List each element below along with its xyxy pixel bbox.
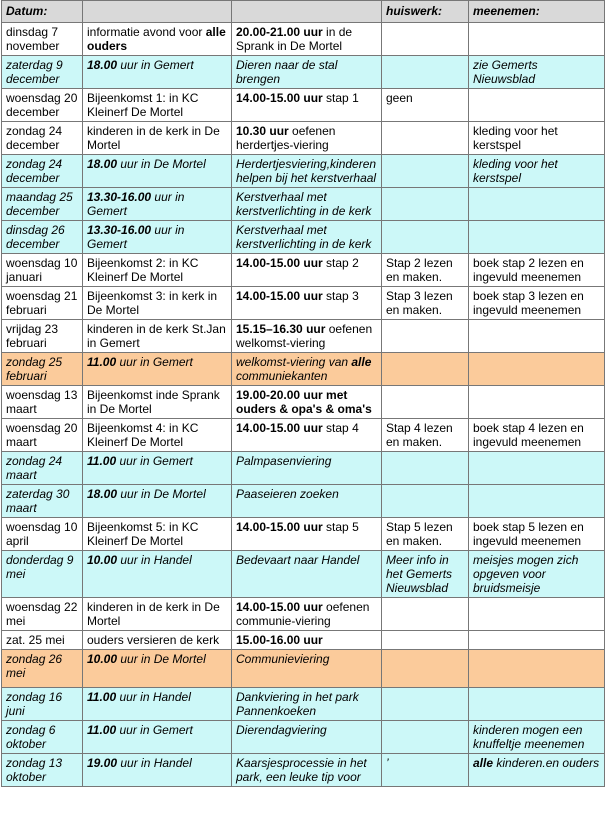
cell-meenemen: zie Gemerts Nieuwsblad [469, 56, 605, 89]
cell-datum: dinsdag 26 december [2, 221, 83, 254]
cell-huiswerk: Stap 2 lezen en maken. [382, 254, 469, 287]
cell-datum: zaterdag 30 maart [2, 485, 83, 518]
cell-datum: zat. 25 mei [2, 631, 83, 650]
table-row [2, 320, 605, 353]
cell-text: Herdertjesviering,kinderen helpen bij het kerstverhaal [236, 157, 377, 185]
cell-datum: zondag 24 december [2, 122, 83, 155]
cell-text: Dieren naar de stal brengen [236, 58, 338, 86]
cell-text: Palmpasenviering [236, 454, 332, 468]
schedule-body [2, 23, 605, 787]
cell-text: in de Sprank in De Mortel [236, 25, 353, 53]
cell-datum: zaterdag 9 december [2, 56, 83, 89]
cell-tijd [232, 518, 382, 551]
cell-huiswerk: Stap 3 lezen en maken. [382, 287, 469, 320]
cell-huiswerk [382, 650, 469, 688]
cell-text: Kaarsjesprocessie in het park, een leuke tip voor [236, 756, 367, 784]
table-row [2, 155, 605, 188]
cell-tijd [232, 320, 382, 353]
cell-text: 13.30-16.00 [87, 190, 152, 204]
cell-datum: zondag 24 maart [2, 452, 83, 485]
table-row [2, 551, 605, 598]
cell-text: 10.00 [87, 652, 118, 666]
cell-text: 10.00 [87, 553, 118, 567]
cell-text: Bijeenkomst inde Sprank in De Mortel [87, 388, 220, 416]
cell-text: 15.00-16.00 uur [236, 633, 323, 647]
cell-huiswerk [382, 386, 469, 419]
cell-text: 18.00 [87, 487, 118, 501]
header-tijd [232, 1, 382, 23]
cell-datum: zondag 16 juni [2, 688, 83, 721]
table-row [2, 631, 605, 650]
cell-tijd [232, 353, 382, 386]
cell-tijd [232, 485, 382, 518]
cell-text: 15.15–16.30 uur [236, 322, 326, 336]
cell-text: Kerstverhaal met kerstverlichting in de kerk [236, 223, 372, 251]
cell-activiteit [83, 56, 232, 89]
cell-tijd [232, 89, 382, 122]
cell-text: oefenen welkomst-viering [236, 322, 373, 350]
cell-datum: woensdag 20 maart [2, 419, 83, 452]
cell-text: kinderen in de kerk in De Mortel [87, 600, 220, 628]
cell-text: 13.30-16.00 [87, 223, 152, 237]
cell-text: stap 4 [322, 421, 359, 435]
cell-activiteit [83, 254, 232, 287]
cell-text: 20.00-21.00 uur [236, 25, 323, 39]
cell-datum: woensdag 22 mei [2, 598, 83, 631]
cell-text: uur in Gemert [116, 355, 193, 369]
cell-tijd [232, 188, 382, 221]
cell-meenemen [469, 386, 605, 419]
cell-meenemen [469, 188, 605, 221]
cell-meenemen [469, 23, 605, 56]
cell-meenemen: meisjes mogen zich opgeven voor bruidsmeisje [469, 551, 605, 598]
cell-huiswerk [382, 320, 469, 353]
cell-tijd [232, 23, 382, 56]
header-meenemen: meenemen: [469, 1, 605, 23]
cell-text: stap 3 [322, 289, 359, 303]
cell-text: stap 1 [322, 91, 359, 105]
cell-activiteit [83, 754, 232, 787]
cell-text: uur in Gemert [116, 723, 193, 737]
cell-text: 11.00 [87, 355, 117, 369]
cell-huiswerk [382, 23, 469, 56]
table-row [2, 221, 605, 254]
cell-text: 10.30 uur [236, 124, 289, 138]
cell-huiswerk: Meer info in het Gemerts Nieuwsblad [382, 551, 469, 598]
cell-text: Bijeenkomst 1: in KC Kleinerf De Mortel [87, 91, 199, 119]
cell-meenemen [469, 452, 605, 485]
cell-text: welkomst-viering van [236, 355, 352, 369]
cell-tijd [232, 122, 382, 155]
table-row [2, 688, 605, 721]
table-row [2, 754, 605, 787]
cell-huiswerk [382, 688, 469, 721]
cell-text: 11.00 [87, 690, 117, 704]
cell-activiteit [83, 452, 232, 485]
cell-meenemen: boek stap 5 lezen en ingevuld meenemen [469, 518, 605, 551]
cell-text: Dierendagviering [236, 723, 327, 737]
cell-meenemen [469, 89, 605, 122]
cell-text: uur in Handel [117, 756, 192, 770]
cell-huiswerk [382, 721, 469, 754]
cell-text: kinderen.en ouders [493, 756, 600, 770]
cell-text: Bijeenkomst 2: in KC Kleinerf De Mortel [87, 256, 199, 284]
cell-datum: woensdag 20 december [2, 89, 83, 122]
cell-meenemen: kleding voor het kerstspel [469, 122, 605, 155]
cell-text: uur in Handel [117, 553, 192, 567]
cell-text: stap 2 [322, 256, 359, 270]
table-row [2, 419, 605, 452]
cell-datum: zondag 25 februari [2, 353, 83, 386]
cell-text: Kerstverhaal met kerstverlichting in de kerk [236, 190, 372, 218]
cell-text: 19.00-20.00 uur met ouders & opa's & oma's [236, 388, 372, 416]
cell-text: 14.00-15.00 uur [236, 421, 323, 435]
cell-activiteit [83, 221, 232, 254]
cell-text: Bijeenkomst 3: in kerk in De Mortel [87, 289, 218, 317]
cell-datum: vrijdag 23 februari [2, 320, 83, 353]
cell-text: uur in De Mortel [117, 652, 206, 666]
cell-text: uur in Gemert [87, 190, 185, 218]
cell-text: 14.00-15.00 uur [236, 289, 323, 303]
cell-datum: zondag 13 oktober [2, 754, 83, 787]
table-row [2, 254, 605, 287]
cell-meenemen [469, 650, 605, 688]
cell-text: Bedevaart naar Handel [236, 553, 360, 567]
cell-huiswerk [382, 188, 469, 221]
cell-tijd [232, 688, 382, 721]
cell-huiswerk [382, 631, 469, 650]
cell-tijd [232, 631, 382, 650]
cell-activiteit [83, 386, 232, 419]
table-row [2, 188, 605, 221]
cell-text: alle ouders [87, 25, 226, 53]
cell-text: 14.00-15.00 uur [236, 256, 323, 270]
cell-datum: woensdag 21 februari [2, 287, 83, 320]
table-row [2, 452, 605, 485]
cell-activiteit [83, 650, 232, 688]
cell-datum: woensdag 13 maart [2, 386, 83, 419]
cell-meenemen [469, 485, 605, 518]
cell-meenemen: boek stap 3 lezen en ingevuld meenemen [469, 287, 605, 320]
cell-tijd [232, 452, 382, 485]
cell-huiswerk [382, 598, 469, 631]
cell-activiteit [83, 419, 232, 452]
table-row [2, 598, 605, 631]
cell-text: ouders versieren de kerk [87, 633, 220, 647]
cell-datum: maandag 25 december [2, 188, 83, 221]
cell-text: 19.00 [87, 756, 118, 770]
cell-tijd [232, 721, 382, 754]
cell-huiswerk [382, 353, 469, 386]
cell-activiteit [83, 518, 232, 551]
cell-text: 14.00-15.00 uur [236, 520, 323, 534]
cell-activiteit [83, 353, 232, 386]
table-row [2, 386, 605, 419]
cell-meenemen [469, 353, 605, 386]
cell-text: Dankviering in het park Pannenkoeken [236, 690, 359, 718]
cell-tijd [232, 56, 382, 89]
cell-activiteit [83, 551, 232, 598]
cell-huiswerk: Stap 5 lezen en maken. [382, 518, 469, 551]
cell-text: kinderen in de kerk St.Jan in Gemert [87, 322, 226, 350]
cell-activiteit [83, 485, 232, 518]
cell-meenemen: kinderen mogen een knuffeltje meenemen [469, 721, 605, 754]
cell-huiswerk [382, 122, 469, 155]
cell-text: uur in Gemert [87, 223, 185, 251]
cell-activiteit [83, 89, 232, 122]
cell-huiswerk: geen [382, 89, 469, 122]
cell-meenemen [469, 631, 605, 650]
cell-activiteit [83, 598, 232, 631]
cell-meenemen [469, 754, 605, 787]
cell-activiteit [83, 287, 232, 320]
table-row [2, 721, 605, 754]
cell-tijd [232, 287, 382, 320]
cell-tijd [232, 598, 382, 631]
cell-huiswerk [382, 485, 469, 518]
cell-datum: donderdag 9 mei [2, 551, 83, 598]
header-row [2, 1, 605, 23]
cell-tijd [232, 155, 382, 188]
cell-meenemen [469, 688, 605, 721]
cell-meenemen: kleding voor het kerstspel [469, 155, 605, 188]
cell-text: stap 5 [322, 520, 359, 534]
cell-tijd [232, 386, 382, 419]
cell-tijd [232, 254, 382, 287]
cell-text: Communieviering [236, 652, 330, 666]
cell-text: uur in Gemert [116, 454, 193, 468]
cell-datum: zondag 6 oktober [2, 721, 83, 754]
cell-huiswerk: ’ [382, 754, 469, 787]
cell-huiswerk [382, 155, 469, 188]
cell-text: uur in De Mortel [117, 157, 206, 171]
cell-text: uur in Handel [116, 690, 191, 704]
table-row [2, 353, 605, 386]
cell-tijd [232, 419, 382, 452]
cell-huiswerk [382, 56, 469, 89]
cell-text: 11.00 [87, 723, 117, 737]
cell-activiteit [83, 23, 232, 56]
cell-tijd [232, 754, 382, 787]
cell-tijd [232, 650, 382, 688]
cell-activiteit [83, 188, 232, 221]
table-row [2, 56, 605, 89]
table-row [2, 89, 605, 122]
cell-tijd [232, 551, 382, 598]
cell-datum: woensdag 10 januari [2, 254, 83, 287]
header-datum: Datum: [2, 1, 83, 23]
cell-meenemen: boek stap 4 lezen en ingevuld meenemen [469, 419, 605, 452]
header-activiteit [83, 1, 232, 23]
cell-datum: dinsdag 7 november [2, 23, 83, 56]
cell-activiteit [83, 721, 232, 754]
schedule-table [1, 0, 605, 787]
cell-huiswerk [382, 452, 469, 485]
cell-text: alle [473, 756, 494, 770]
cell-activiteit [83, 122, 232, 155]
table-row [2, 518, 605, 551]
cell-text: informatie avond voor [87, 25, 206, 39]
table-row [2, 122, 605, 155]
cell-text: communiekanten [236, 369, 328, 383]
cell-datum: zondag 24 december [2, 155, 83, 188]
cell-meenemen [469, 320, 605, 353]
cell-activiteit [83, 320, 232, 353]
cell-meenemen [469, 598, 605, 631]
cell-activiteit [83, 155, 232, 188]
table-row [2, 485, 605, 518]
cell-text: kinderen in de kerk in De Mortel [87, 124, 220, 152]
cell-activiteit [83, 631, 232, 650]
cell-text: alle [351, 355, 372, 369]
table-row [2, 23, 605, 56]
cell-text: Bijeenkomst 5: in KC Kleinerf De Mortel [87, 520, 199, 548]
table-row [2, 650, 605, 688]
cell-text: oefenen herdertjes-viering [236, 124, 336, 152]
cell-huiswerk [382, 221, 469, 254]
cell-text: oefenen communie-viering [236, 600, 370, 628]
cell-tijd [232, 221, 382, 254]
header-huiswerk: huiswerk: [382, 1, 469, 23]
cell-text: 14.00-15.00 uur [236, 91, 323, 105]
cell-text: 18.00 [87, 58, 118, 72]
cell-datum: woensdag 10 april [2, 518, 83, 551]
cell-text: uur in Gemert [117, 58, 194, 72]
cell-text: Paaseieren zoeken [236, 487, 339, 501]
cell-meenemen: boek stap 2 lezen en ingevuld meenemen [469, 254, 605, 287]
cell-text: 14.00-15.00 uur [236, 600, 323, 614]
cell-huiswerk: Stap 4 lezen en maken. [382, 419, 469, 452]
table-row [2, 287, 605, 320]
cell-text: 11.00 [87, 454, 117, 468]
cell-meenemen [469, 221, 605, 254]
cell-datum: zondag 26 mei [2, 650, 83, 688]
cell-activiteit [83, 688, 232, 721]
cell-text: 18.00 [87, 157, 118, 171]
cell-text: Bijeenkomst 4: in KC Kleinerf De Mortel [87, 421, 199, 449]
cell-text: uur in De Mortel [117, 487, 206, 501]
